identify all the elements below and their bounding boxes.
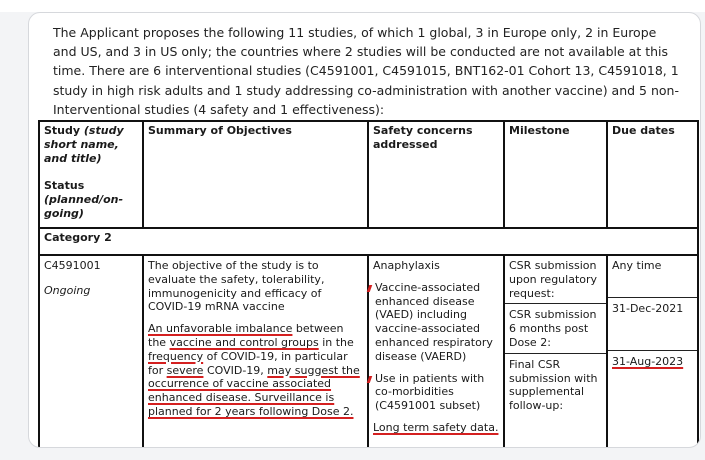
summary-cell — [143, 255, 368, 448]
objective-part-2: vaccine and control groups — [169, 335, 319, 349]
category-label: Category 2 — [39, 228, 698, 255]
safety-cell — [368, 255, 504, 448]
document-card — [28, 12, 701, 448]
safety-item-3: Use in patients with co-morbidities (C4591001 subset) — [373, 372, 499, 413]
clipped-heading-fragment — [220, 0, 225, 8]
table-header-row — [39, 121, 698, 228]
header-safety: Safety concerns addressed — [368, 121, 504, 228]
milestone-3: Final CSR submission with supplemental follow-up: — [509, 357, 598, 413]
safety-item-2: Vaccine-associated enhanced disease (VAED) including vaccine-associated enhanced respiratory disease (VAERD) — [373, 281, 499, 364]
header-study-title: Study — [44, 124, 81, 137]
objective-part-8: may suggest the occurrence of vaccine associated enhanced disease. Surveillance is planned for 2 years following Dose 2. — [148, 363, 360, 418]
table-row — [39, 255, 698, 448]
milestone-2: CSR submission 6 months post Dose 2: — [505, 304, 606, 353]
category-row — [39, 228, 698, 255]
intro-text — [53, 23, 683, 119]
safety-item-1: Anaphylaxis — [373, 259, 440, 272]
safety-item-4-text: Long term safety data. — [373, 420, 499, 434]
header-milestone: Milestone — [504, 121, 607, 228]
objective-part-6: severe — [166, 363, 204, 377]
objective-part-0: An unfavorable imbalance — [148, 322, 293, 336]
due-3 — [608, 351, 697, 372]
due-2: 31-Dec-2021 — [608, 298, 697, 351]
header-status-title: Status — [44, 179, 85, 193]
due-cell — [607, 255, 698, 448]
top-clipped-strip — [0, 0, 705, 12]
due-3-text: 31-Aug-2023 — [612, 355, 684, 368]
header-study-italic: (study short name, and title) — [44, 124, 124, 165]
header-summary: Summary of Objectives — [143, 121, 368, 228]
due-1: Any time — [608, 256, 697, 298]
objective-part-7: COVID-19, — [203, 363, 268, 377]
intro-paragraph: The Applicant proposes the following 11 studies, of which 1 global, 3 in Europe only, 2 in Europe and US, and 3 in US only; the countries where 2 studies will be conducted are not available at this time. There are 6 interventional studies (C4591001, C4591015, BNT162-01 Cohort 13, C4591018, 1 study in high risk adults and 1 study addressing co-administration with another vaccine) and 5 non-Interventional studies (4 safety and 1 effectiveness): — [53, 25, 679, 117]
objective-part-1: between the — [148, 322, 344, 349]
header-status-italic: (planned/on-going) — [44, 193, 124, 220]
objective-part-3: in the — [318, 335, 354, 349]
milestone-cell — [504, 255, 607, 448]
safety-item-4 — [373, 421, 499, 435]
study-status: Ongoing — [44, 283, 91, 297]
study-id: C4591001 — [44, 259, 101, 272]
milestone-1: CSR submission upon regulatory request: — [505, 256, 606, 304]
objective-part-5: of COVID-19, in particular for — [148, 349, 348, 377]
studies-table — [38, 120, 699, 448]
header-study — [39, 121, 143, 228]
objective-text-1: The objective of the study is to evaluate the safety, tolerability, immunogenicity and efficacy of COVID-19 mRNA vaccine — [148, 259, 325, 314]
header-due: Due dates — [607, 121, 698, 228]
objective-text-2 — [148, 322, 363, 419]
study-cell — [39, 255, 143, 448]
objective-part-4: frequency — [148, 349, 204, 363]
